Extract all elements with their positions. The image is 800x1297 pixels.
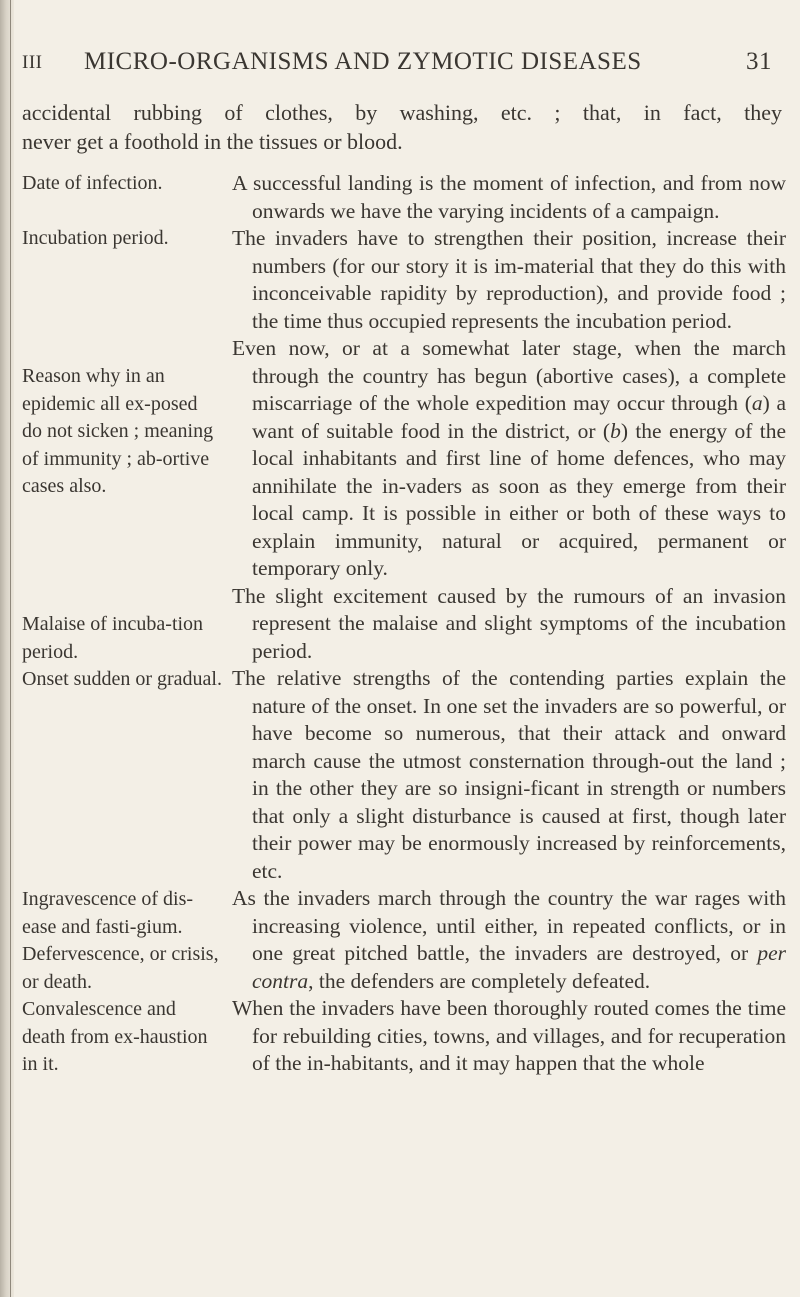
paragraph-war [232,885,786,995]
margin-note-malaise: Malaise of incuba-tion period. [22,613,204,663]
paragraph-onset: The relative strengths of the contending parties explain the nature of the onset. In one set the invaders are so powerful, or have become so numerous, that their attack and onward march cause the utmost consternation through-out the land ; in the other they are so insigni-ficant in strength or numbers that only a slight disturbance is caused at first, though later their power may be enormously increased by reinforcements, etc. [232,666,786,883]
paragraph-immunity-text-3: ) the energy of the local inhabitants and first line of home defences, who may annihilate the in-vaders as soon as they emerge from their local camp. It is possible in either or both of these ways to explain immunity, natural or acquired, permanent or temporary only. [252,418,786,580]
main-text [232,170,786,1078]
running-title: MICRO-ORGANISMS AND ZYMOTIC DISEASES [84,48,642,75]
margin-note-ingravescence: Ingravescence of dis-ease and fasti-gium. [22,888,194,938]
paragraph-infection: A successful landing is the moment of infection, and from now onwards we have the varying incidents of a campaign. [232,171,786,223]
intro-line-2: never get a foothold in the tissues or blood. [22,129,403,154]
margin-note-incubation-period: Incubation period. [22,227,169,249]
margin-note-onset: Onset sudden or gradual. [22,668,222,690]
margin-note-convalescence: Convalescence and death from ex-haustion in it. [22,998,208,1075]
intro-paragraph [22,98,782,156]
chapter-number: III [22,52,43,73]
paragraph-war-text-2: , the defenders are completely defeated. [308,968,651,993]
paragraph-war-text-1: As the invaders march through the country the war rages with increasing violence, until either, in repeated conflicts, or in one great pitched battle, the invaders are destroyed, or [232,886,786,965]
paragraph-immunity-text-2: ) a want of suitable food in the district, or ( [252,391,786,443]
book-spine-shadow [0,0,14,1297]
paragraph-immunity-letter-a: a [751,391,763,415]
paragraph-war-italic: per contra [252,941,786,993]
margin-note-date-of-infection: Date of infection. [22,172,163,194]
paragraph-recovery: When the invaders have been thoroughly routed comes the time for rebuilding cities, towns, and villages, and for recuperation of the in-habitants, and it may happen that the whole [232,996,786,1075]
paragraph-incubation: The invaders have to strengthen their position, increase their numbers (for our story it is im-material that they do this with inconceivable rapidity by reproduction), and provide food ; the time thus occupied represents the incubation period. [232,226,786,333]
intro-line-1: accidental rubbing of clothes, by washing, etc. ; that, in fact, they [22,100,782,125]
margin-note-defervescence: Defervescence, or crisis, or death. [22,943,219,993]
paragraph-malaise: The slight excitement caused by the rumours of an invasion represent the malaise and slight symptoms of the incubation period. [232,583,786,663]
paragraph-immunity [232,335,786,583]
page-edge-line [10,0,11,1297]
paragraph-immunity-text-1: Even now, or at a somewhat later stage, when the march through the country has begun (abortive cases), a complete miscarriage of the whole expedition may occur through ( [232,336,786,415]
margin-note-immunity: Reason why in an epidemic all ex-posed do not sicken ; meaning of immunity ; ab-ortive cases also. [22,365,214,497]
paragraph-immunity-letter-b: b [610,418,621,443]
running-header [22,48,782,84]
page-number: 31 [746,48,772,75]
